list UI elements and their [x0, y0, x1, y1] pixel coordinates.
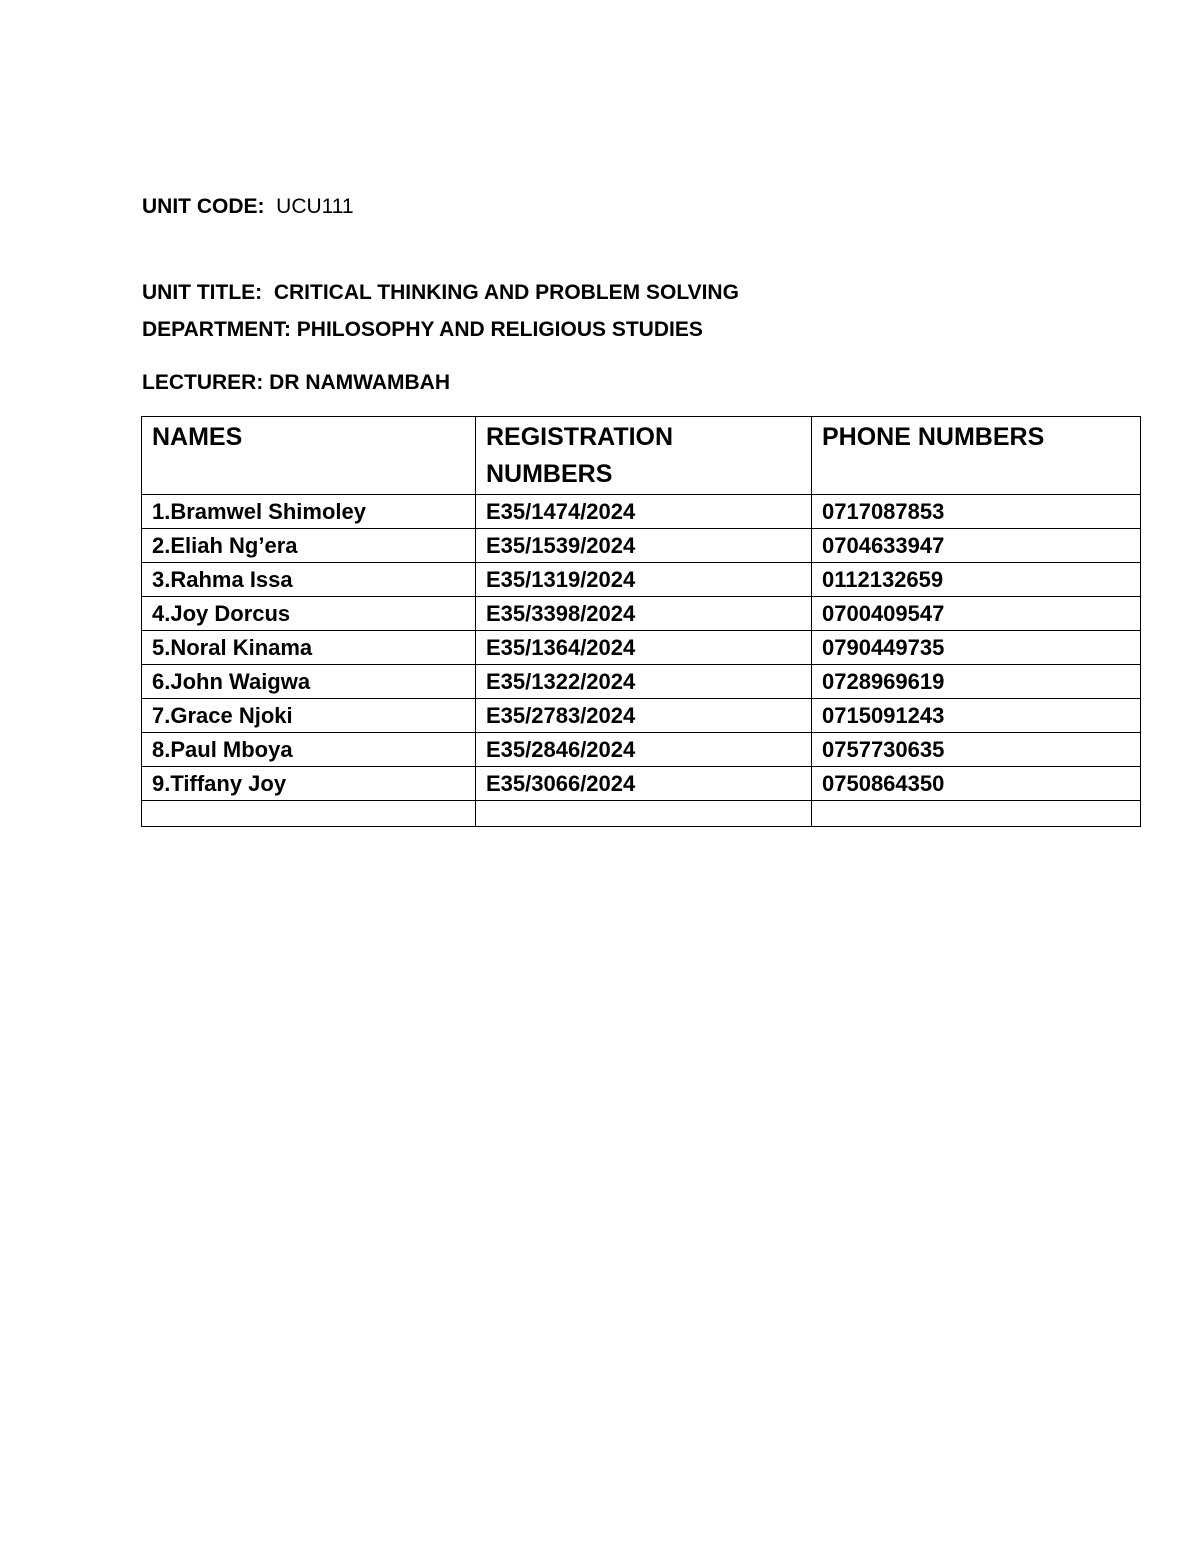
phone-number: 0757730635 — [812, 733, 1141, 767]
department-value: PHILOSOPHY AND RELIGIOUS STUDIES — [296, 318, 703, 341]
registration-number: E35/3066/2024 — [476, 767, 812, 801]
lecturer-label: LECTURER: — [142, 371, 264, 394]
registration-numbers-column-header: REGISTRATION NUMBERS — [476, 417, 812, 495]
empty-cell — [812, 801, 1141, 827]
phone-number: 0790449735 — [812, 631, 1141, 665]
registration-number: E35/1319/2024 — [476, 563, 812, 597]
member-name: 5.Noral Kinama — [142, 631, 476, 665]
phone-number: 0717087853 — [812, 495, 1141, 529]
unit-code-line — [142, 194, 354, 220]
lecturer-line — [142, 370, 450, 396]
empty-table-row — [142, 801, 1141, 827]
table-header-row — [142, 417, 1141, 495]
member-name: 9.Tiffany Joy — [142, 767, 476, 801]
registration-number: E35/1539/2024 — [476, 529, 812, 563]
phone-number: 0700409547 — [812, 597, 1141, 631]
table-row — [142, 563, 1141, 597]
phone-number: 0750864350 — [812, 767, 1141, 801]
member-name: 1.Bramwel Shimoley — [142, 495, 476, 529]
member-name: 2.Eliah Ng’era — [142, 529, 476, 563]
phone-numbers-column-header: PHONE NUMBERS — [812, 417, 1141, 495]
unit-title-label: UNIT TITLE: — [142, 281, 263, 304]
member-name: 3.Rahma Issa — [142, 563, 476, 597]
table-row — [142, 631, 1141, 665]
empty-cell — [142, 801, 476, 827]
unit-title-value: CRITICAL THINKING AND PROBLEM SOLVING — [273, 281, 739, 304]
member-name: 7.Grace Njoki — [142, 699, 476, 733]
registration-number: E35/3398/2024 — [476, 597, 812, 631]
table-row — [142, 597, 1141, 631]
table-row — [142, 495, 1141, 529]
lecturer-value: DR NAMWAMBAH — [269, 371, 450, 394]
registration-number: E35/1474/2024 — [476, 495, 812, 529]
member-name: 4.Joy Dorcus — [142, 597, 476, 631]
group-members-table — [141, 416, 1141, 827]
phone-number: 0112132659 — [812, 563, 1141, 597]
unit-title-line — [142, 280, 739, 306]
department-line — [142, 317, 703, 343]
names-column-header: NAMES — [142, 417, 476, 495]
member-name: 6.John Waigwa — [142, 665, 476, 699]
registration-number: E35/2783/2024 — [476, 699, 812, 733]
empty-cell — [476, 801, 812, 827]
phone-number: 0715091243 — [812, 699, 1141, 733]
table-row — [142, 733, 1141, 767]
phone-number: 0728969619 — [812, 665, 1141, 699]
unit-code-value: UCU111 — [276, 195, 354, 218]
table-row — [142, 665, 1141, 699]
registration-number: E35/1364/2024 — [476, 631, 812, 665]
unit-code-label: UNIT CODE: — [142, 195, 265, 218]
registration-number: E35/1322/2024 — [476, 665, 812, 699]
table-row — [142, 699, 1141, 733]
member-name: 8.Paul Mboya — [142, 733, 476, 767]
department-label: DEPARTMENT: — [142, 318, 291, 341]
table-row — [142, 529, 1141, 563]
registration-number: E35/2846/2024 — [476, 733, 812, 767]
phone-number: 0704633947 — [812, 529, 1141, 563]
table-row — [142, 767, 1141, 801]
